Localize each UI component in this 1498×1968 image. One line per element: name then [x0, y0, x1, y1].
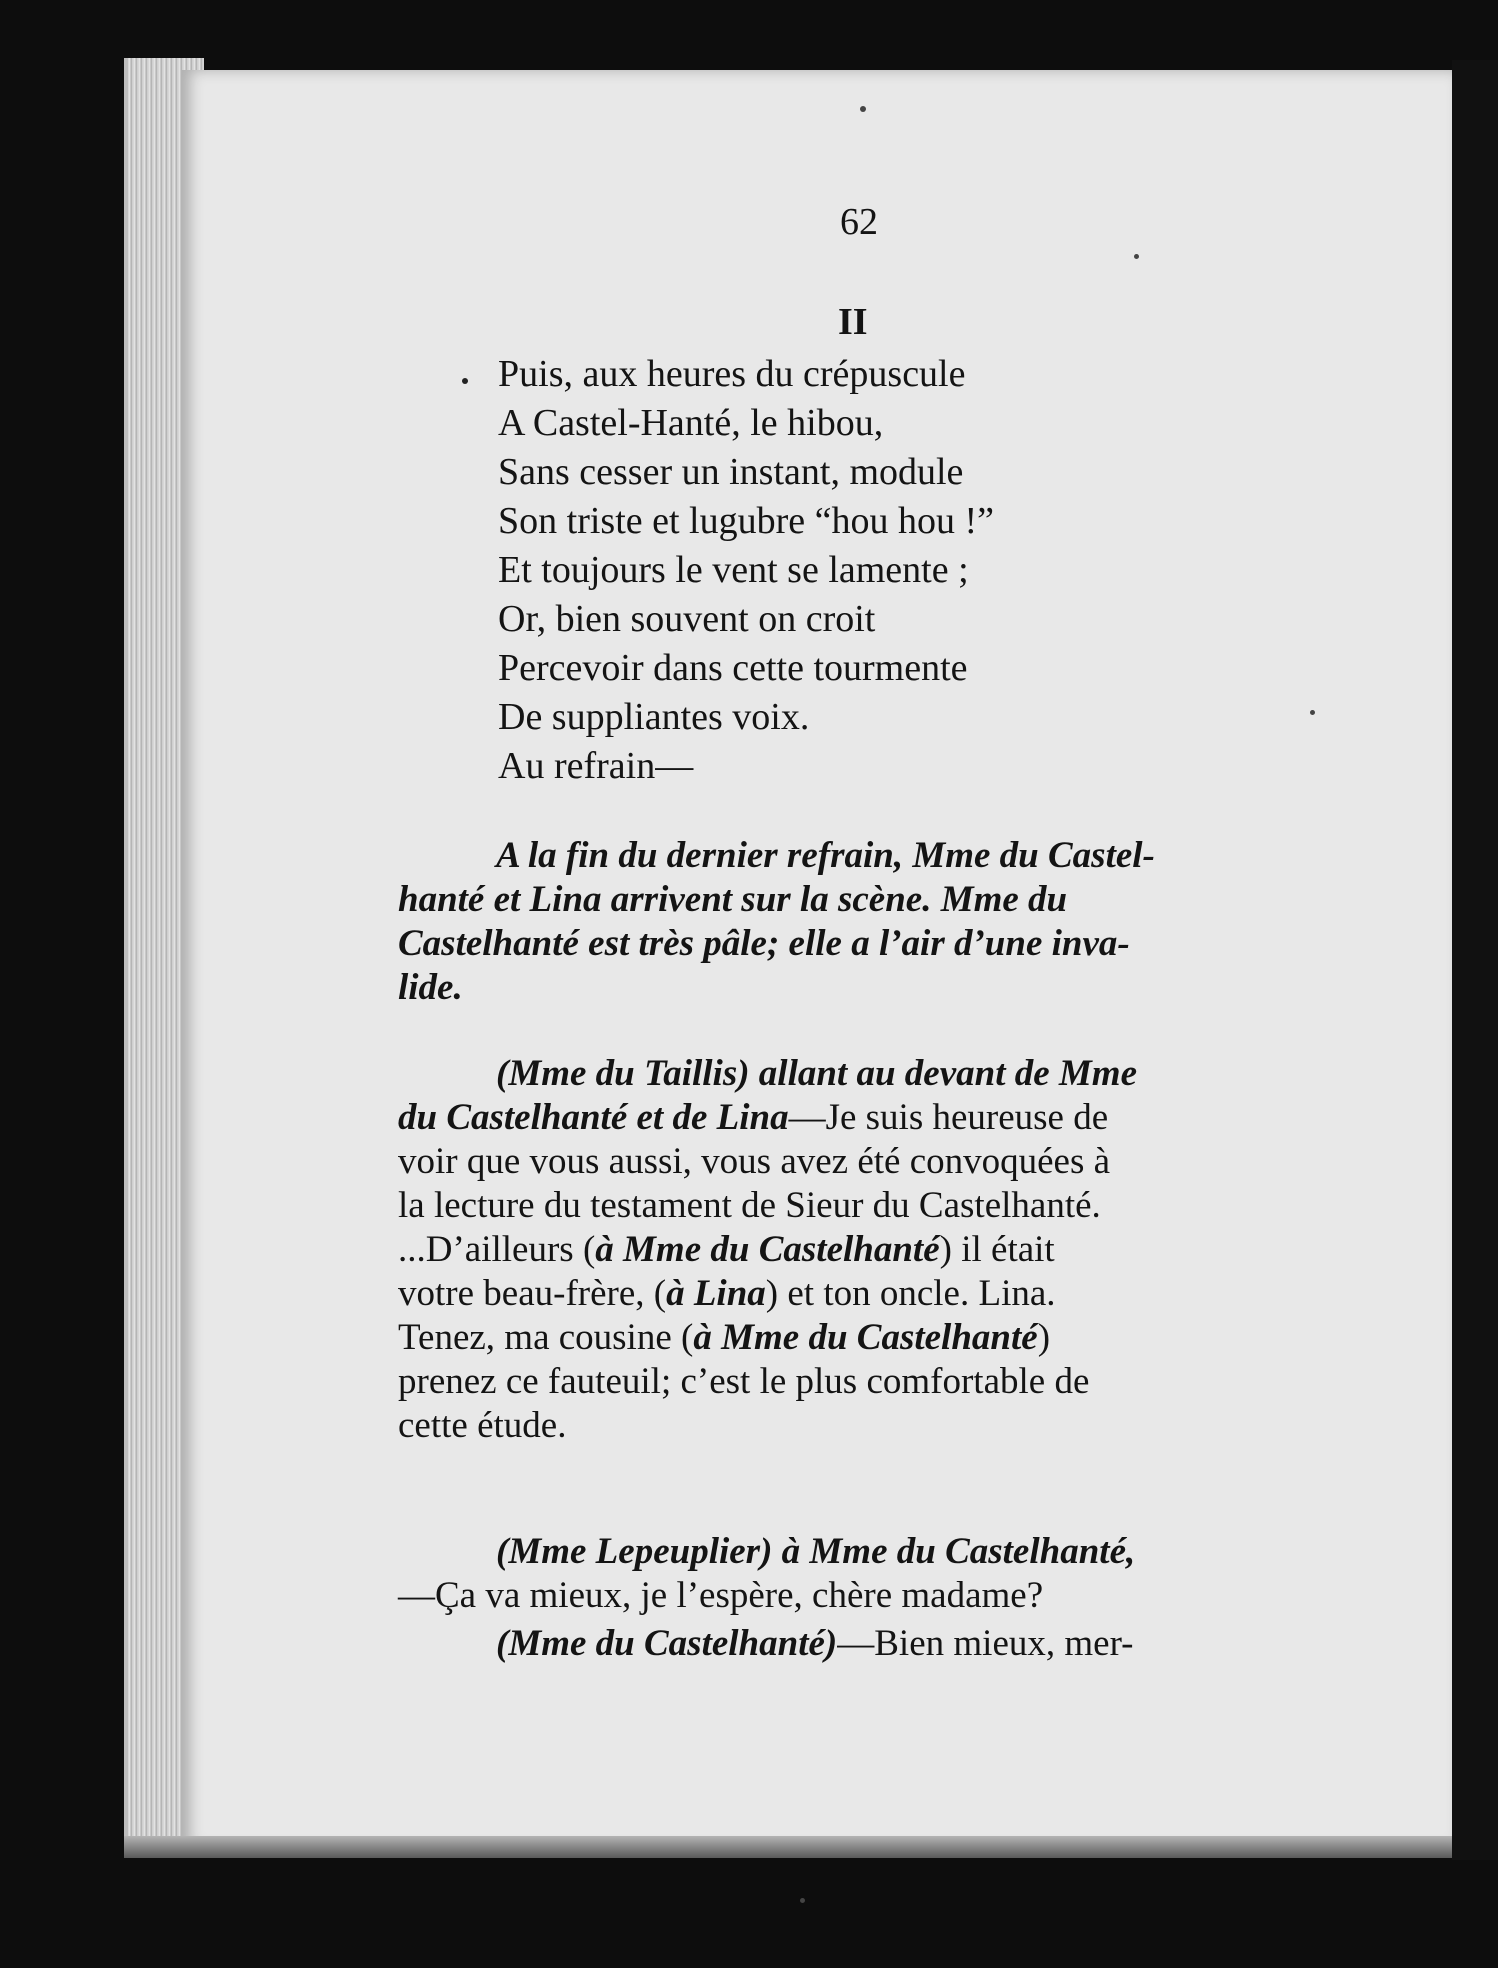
dialogue-line: la lecture du testament de Sieur du Castelhanté. — [398, 1185, 1101, 1226]
section-heading: II — [838, 301, 868, 343]
dust-speck — [1310, 710, 1315, 715]
aside-direction: à Mme du Castelhanté — [595, 1229, 940, 1270]
dialogue-text: —Bien mieux, mer- — [837, 1623, 1134, 1664]
verse-line: Son triste et lugubre “hou hou !” — [498, 500, 995, 542]
verse-line: A Castel-Hanté, le hibou, — [498, 402, 884, 444]
dust-speck — [800, 1898, 805, 1903]
dialogue-line — [398, 1096, 1288, 1140]
speaker-direction: (Mme du Taillis) allant au devant de Mme — [496, 1053, 1138, 1094]
dialogue-text: ...D’ailleurs ( — [398, 1229, 596, 1270]
dialogue-line — [398, 1622, 1288, 1666]
dialogue-line: cette étude. — [398, 1405, 567, 1446]
aside-direction: à Mme du Castelhanté — [693, 1317, 1038, 1358]
speaker-direction: (Mme Lepeuplier) à Mme du Castelhanté, — [496, 1531, 1136, 1572]
stage-direction-line: Castelhanté est très pâle; elle a l’air d’une inva- — [398, 923, 1130, 964]
page-number: 62 — [840, 201, 878, 243]
dialogue-line: —Ça va mieux, je l’espère, chère madame? — [398, 1575, 1044, 1616]
dialogue-line — [398, 1228, 1288, 1272]
verse-line: Sans cesser un instant, module — [498, 451, 964, 493]
dialogue-text: ) — [1037, 1317, 1051, 1358]
dialogue-line: prenez ce fauteuil; c’est le plus comfortable de — [398, 1361, 1090, 1402]
aside-direction: à Lina — [666, 1273, 766, 1314]
dialogue-text: Tenez, ma cousine ( — [398, 1317, 694, 1358]
dialogue-castelhante — [398, 1622, 1288, 1666]
dialogue-line: voir que vous aussi, vous avez été convoquées à — [398, 1141, 1111, 1182]
verse-line: Or, bien souvent on croit — [498, 598, 876, 640]
speaker-direction: du Castelhanté et de Lina — [398, 1097, 789, 1138]
verse-line: De suppliantes voix. — [498, 696, 810, 738]
dialogue-text: ) et ton oncle. Lina. — [765, 1273, 1056, 1314]
dialogue-line — [398, 1316, 1288, 1360]
verse-line: Au refrain— — [498, 745, 694, 787]
dialogue-text: votre beau-frère, ( — [398, 1273, 667, 1314]
dust-speck — [860, 106, 866, 112]
stage-direction-line: lide. — [398, 967, 463, 1008]
dialogue-text: ) il était — [939, 1229, 1055, 1270]
stray-mark — [462, 378, 468, 384]
dialogue-taillis — [398, 1052, 1288, 1448]
verse-line: Percevoir dans cette tourmente — [498, 647, 968, 689]
page-bottom-edge — [124, 1836, 1452, 1858]
scan-border-right — [1452, 60, 1498, 1860]
stage-direction — [398, 834, 1288, 1010]
verse-line: Et toujours le vent se lamente ; — [498, 549, 969, 591]
dialogue-lepeuplier — [398, 1530, 1288, 1618]
verse-line: Puis, aux heures du crépuscule — [498, 353, 966, 395]
stage-direction-line: hanté et Lina arrivent sur la scène. Mme du — [398, 879, 1068, 920]
speaker-direction: (Mme du Castelhanté) — [496, 1623, 838, 1664]
dialogue-text: —Je suis heureuse de — [788, 1097, 1109, 1138]
dialogue-line — [398, 1272, 1288, 1316]
verse-stanza — [498, 350, 994, 791]
dust-speck — [1134, 254, 1139, 259]
stage-direction-line: A la fin du dernier refrain, Mme du Castel- — [496, 835, 1155, 876]
